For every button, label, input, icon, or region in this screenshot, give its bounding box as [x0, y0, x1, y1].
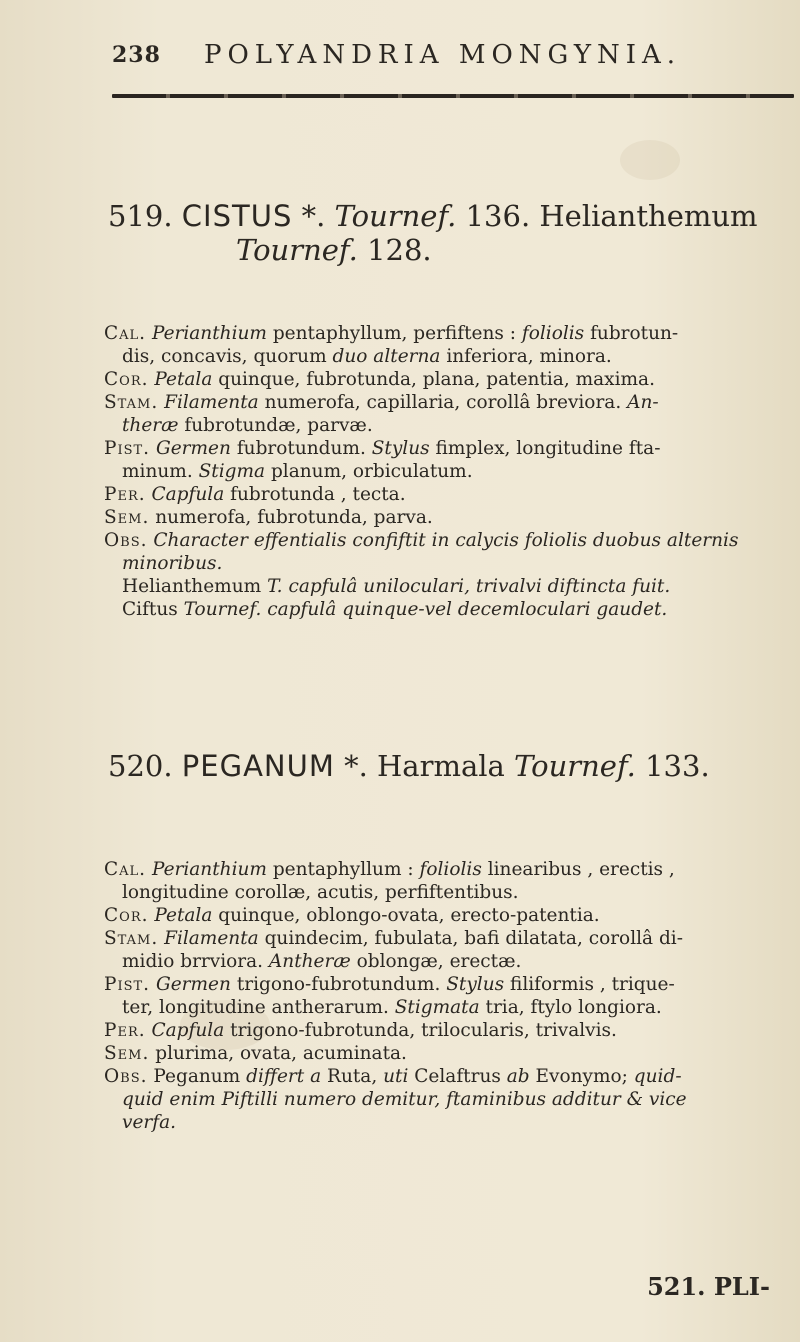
genus-heading-520 — [108, 750, 710, 782]
synonym: Helianthemum — [539, 199, 758, 233]
text-line: Pist. Germen trigono-fubrotundum. Stylus filiformis , trique- — [104, 974, 675, 995]
paper-stain — [620, 140, 680, 180]
text-line: midio brrviora. Antheræ oblongæ, erectæ. — [122, 951, 522, 972]
text-line: Obs. Character effentialis confiftit in calycis foliolis duobus alternis — [104, 530, 739, 551]
text-line: longitudine corollæ, acutis, perfiftentibus. — [122, 882, 519, 903]
text-line: Helianthemum T. capfulâ uniloculari, trivalvi diftincta fuit. — [122, 576, 671, 597]
author-ref: Tournef. — [334, 199, 457, 233]
text-line: Cal. Perianthium pentaphyllum : foliolis linearibus , erectis , — [104, 859, 675, 880]
author-ref: Tournef. — [236, 233, 358, 267]
text-line: Cor. Petala quinque, fubrotunda, plana, patentia, maxima. — [104, 369, 655, 390]
page-header — [112, 36, 792, 76]
text-line: Per. Capfula fubrotunda , tecta. — [104, 484, 406, 505]
genus-mark: *. — [301, 199, 326, 233]
text-line: minum. Stigma planum, orbiculatum. — [122, 461, 473, 482]
synonym: Harmala — [377, 749, 505, 783]
text-line: Pist. Germen fubrotundum. Stylus fimplex, longitudine fta- — [104, 438, 661, 459]
text-line: Ciftus Tournef. capfulâ quinque-vel decemloculari gaudet. — [122, 599, 668, 620]
genus-heading-519 — [108, 200, 758, 232]
genus-heading-519-cont — [236, 234, 432, 266]
ref-number: 133. — [645, 749, 710, 783]
text-line: Sem. numerofa, fubrotunda, parva. — [104, 507, 433, 528]
ref-number: 136. — [465, 199, 531, 233]
text-line: Stam. Filamenta quindecim, fubulata, bafi dilatata, corollâ di- — [104, 928, 683, 949]
text-line: dis, concavis, quorum duo alterna inferiora, minora. — [122, 346, 612, 367]
entry-number: 519. — [108, 199, 173, 233]
genus-name: CISTUS — [181, 199, 293, 233]
text-line: Cal. Perianthium pentaphyllum, perfiftens : foliolis fubrotun- — [104, 323, 679, 344]
text-line: Obs. Peganum differt a Ruta, uti Celaftrus ab Evonymo; quid- — [104, 1066, 682, 1087]
text-line: verfa. — [122, 1112, 177, 1133]
ref-number: 128. — [367, 233, 432, 267]
text-line: Stam. Filamenta numerofa, capillaria, corollâ breviora. An- — [104, 392, 659, 413]
page-number: 238 — [112, 42, 161, 68]
description-519 — [104, 322, 794, 621]
genus-mark: *. — [344, 749, 368, 783]
text-line: Sem. plurima, ovata, acuminata. — [104, 1043, 407, 1064]
author-ref: Tournef. — [514, 749, 636, 783]
text-line: quid enim Piftilli numero demitur, ftaminibus additur & vice — [122, 1089, 687, 1110]
text-line: minoribus. — [122, 553, 223, 574]
entry-number: 520. — [108, 749, 173, 783]
description-520 — [104, 858, 794, 1134]
text-line: Cor. Petala quinque, oblongo-ovata, erecto-patentia. — [104, 905, 600, 926]
genus-name: PEGANUM — [181, 749, 335, 783]
header-rule — [112, 94, 794, 98]
catchword: 521. PLI- — [647, 1272, 770, 1301]
text-line: ter, longitudine antherarum. Stigmata tria, ftylo longiora. — [122, 997, 662, 1018]
text-line: theræ fubrotundæ, parvæ. — [122, 415, 373, 436]
running-head: POLYANDRIA MONGYNIA. — [204, 40, 682, 70]
text-line: Per. Capfula trigono-fubrotunda, trilocularis, trivalvis. — [104, 1020, 617, 1041]
